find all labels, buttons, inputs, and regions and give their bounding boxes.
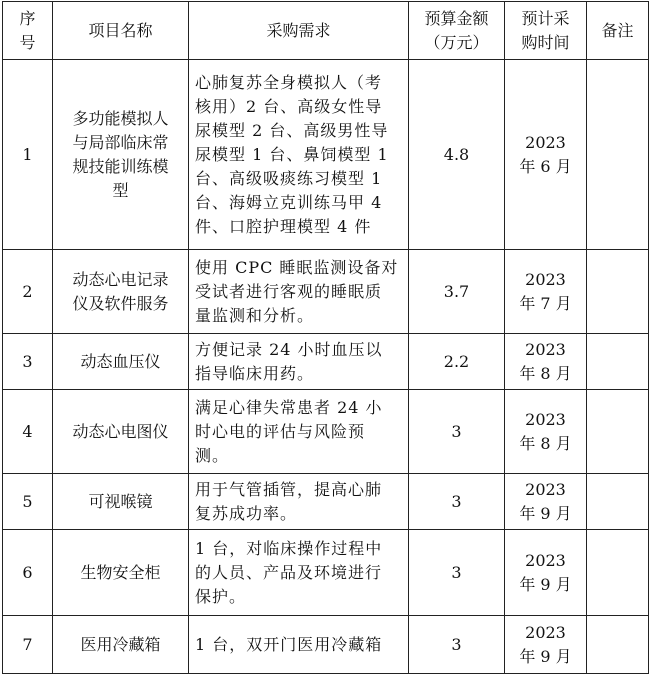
cell-name: 动态心电记录 仪及软件服务 bbox=[53, 250, 189, 334]
cell-time: 2023 年 6 月 bbox=[505, 60, 587, 250]
cell-name: 医用冷藏箱 bbox=[53, 616, 189, 674]
header-name: 项目名称 bbox=[53, 2, 189, 60]
cell-budget: 4.8 bbox=[409, 60, 505, 250]
cell-seq: 7 bbox=[3, 616, 53, 674]
cell-time: 2023 年 9 月 bbox=[505, 530, 587, 616]
procurement-table bbox=[2, 1, 649, 674]
cell-name: 生物安全柜 bbox=[53, 530, 189, 616]
cell-seq: 5 bbox=[3, 474, 53, 530]
cell-req: 用于气管插管，提高心肺 复苏成功率。 bbox=[189, 474, 409, 530]
table-row bbox=[3, 250, 649, 334]
cell-time: 2023 年 9 月 bbox=[505, 616, 587, 674]
cell-req: 1 台，对临床操作过程中 的人员、产品及环境进行 保护。 bbox=[189, 530, 409, 616]
cell-note bbox=[587, 474, 649, 530]
header-budget: 预算金额 （万元） bbox=[409, 2, 505, 60]
cell-note bbox=[587, 60, 649, 250]
cell-note bbox=[587, 616, 649, 674]
cell-name: 动态血压仪 bbox=[53, 334, 189, 390]
cell-time: 2023 年 8 月 bbox=[505, 334, 587, 390]
cell-req: 1 台，双开门医用冷藏箱 bbox=[189, 616, 409, 674]
cell-name: 可视喉镜 bbox=[53, 474, 189, 530]
cell-time: 2023 年 8 月 bbox=[505, 390, 587, 474]
cell-name: 多功能模拟人 与局部临床常 规技能训练模 型 bbox=[53, 60, 189, 250]
cell-time: 2023 年 7 月 bbox=[505, 250, 587, 334]
table-row bbox=[3, 474, 649, 530]
cell-time: 2023 年 9 月 bbox=[505, 474, 587, 530]
header-row bbox=[3, 2, 649, 60]
cell-seq: 6 bbox=[3, 530, 53, 616]
cell-seq: 3 bbox=[3, 334, 53, 390]
cell-note bbox=[587, 250, 649, 334]
table-row bbox=[3, 530, 649, 616]
cell-req: 心肺复苏全身模拟人（考 核用）2 台、高级女性导 尿模型 2 台、高级男性导 尿模型 1 台、鼻饲模型 1 台、高级吸痰练习模型 1 台、海姆立克训练马甲 4 件、口腔护理模型 4 件 bbox=[189, 60, 409, 250]
cell-budget: 3 bbox=[409, 390, 505, 474]
cell-name: 动态心电图仪 bbox=[53, 390, 189, 474]
cell-budget: 2.2 bbox=[409, 334, 505, 390]
cell-note bbox=[587, 334, 649, 390]
header-time: 预计采 购时间 bbox=[505, 2, 587, 60]
cell-seq: 1 bbox=[3, 60, 53, 250]
header-seq: 序 号 bbox=[3, 2, 53, 60]
cell-seq: 4 bbox=[3, 390, 53, 474]
table-row bbox=[3, 616, 649, 674]
table-row bbox=[3, 60, 649, 250]
cell-budget: 3 bbox=[409, 474, 505, 530]
cell-budget: 3.7 bbox=[409, 250, 505, 334]
cell-req: 满足心律失常患者 24 小 时心电的评估与风险预 测。 bbox=[189, 390, 409, 474]
cell-seq: 2 bbox=[3, 250, 53, 334]
cell-req: 使用 CPC 睡眠监测设备对 受试者进行客观的睡眠质 量监测和分析。 bbox=[189, 250, 409, 334]
cell-note bbox=[587, 530, 649, 616]
cell-budget: 3 bbox=[409, 616, 505, 674]
table-row bbox=[3, 390, 649, 474]
header-note: 备注 bbox=[587, 2, 649, 60]
cell-note bbox=[587, 390, 649, 474]
table-row bbox=[3, 334, 649, 390]
header-req: 采购需求 bbox=[189, 2, 409, 60]
cell-budget: 3 bbox=[409, 530, 505, 616]
cell-req: 方便记录 24 小时血压以 指导临床用药。 bbox=[189, 334, 409, 390]
